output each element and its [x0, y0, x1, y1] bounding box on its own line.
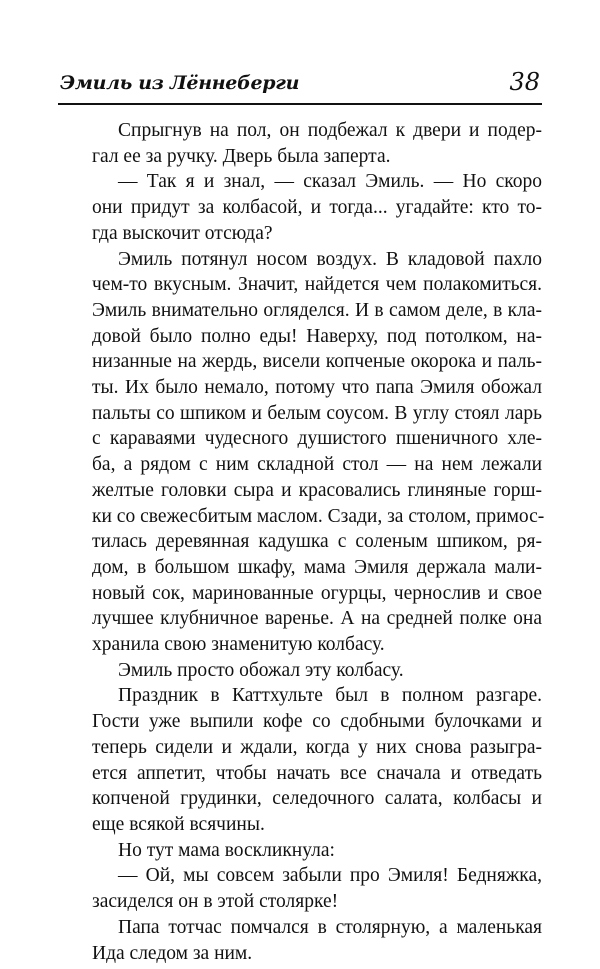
- paragraph: [92, 683, 542, 837]
- text-line: тилась деревянная кадушка с соленым шпиком, ря-: [92, 531, 542, 553]
- text-line: с караваями чудесного душистого пшеничного хле-: [92, 428, 542, 450]
- text-line: Эмиль потянул носом воздух. В кладовой пахло: [118, 248, 542, 270]
- paragraph: [92, 838, 542, 864]
- page-header: [58, 66, 542, 106]
- text-line: чем-то вкусным. Значит, найдется чем полакомиться.: [92, 274, 542, 296]
- text-line: Эмиль просто обожал эту колбасу.: [118, 659, 404, 681]
- paragraph: [92, 658, 542, 684]
- text-line: Ида следом за ним.: [92, 942, 253, 964]
- text-line: засиделся он в этой столярке!: [92, 891, 339, 913]
- text-line: хранила свою знаменитую колбасу.: [92, 634, 385, 656]
- text-line: Эмиль внимательно огляделся. И в самом деле, в кла-: [92, 299, 542, 321]
- text-line: Папа тотчас помчался в столярную, а маленькая: [118, 916, 542, 938]
- text-line: теперь сидели и ждали, когда у них снова разыгра-: [92, 736, 542, 758]
- running-title: Эмиль из Лённеберги: [60, 72, 300, 94]
- text-line: — Ой, мы совсем забыли про Эмиля! Бедняжка,: [118, 865, 542, 887]
- text-line: довой было полно еды! Наверху, под потолком, на-: [92, 325, 542, 347]
- text-line: ки со свежесбитым маслом. Сзади, за столом, примос-: [92, 505, 545, 527]
- paragraph: [92, 169, 542, 246]
- text-line: копченой грудинки, селедочного салата, колбасы и: [92, 788, 542, 810]
- text-line: новый сок, маринованные огурцы, чернослив и свое: [92, 582, 542, 604]
- text-line: дом, в большом шкафу, мама Эмиля держала мали-: [92, 556, 542, 578]
- header-rule: [58, 103, 542, 105]
- page-number: 38: [509, 68, 540, 96]
- text-line: они придут за колбасой, и тогда... угадайте: кто то-: [92, 197, 542, 219]
- text-line: ется аппетит, чтобы начать все сначала и отведать: [92, 762, 542, 784]
- text-line: Спрыгнув на пол, он подбежал к двери и подер-: [118, 120, 542, 141]
- text-line: Гости уже выпили кофе со сдобными булочками и: [92, 711, 542, 733]
- paragraph: [92, 118, 542, 169]
- page-text: [92, 118, 545, 966]
- text-line: — Так я и знал, — сказал Эмиль. — Но скоро: [118, 171, 542, 193]
- paragraph: [92, 247, 545, 658]
- text-line: низанные на жердь, висели копченые окорока и паль-: [92, 351, 542, 373]
- text-line: лучшее клубничное варенье. А на средней полке она: [92, 608, 542, 630]
- text-line: ба, а рядом с ним складной стол — на нем лежали: [92, 454, 542, 476]
- text-line: еще всякой всячины.: [92, 813, 265, 835]
- text-line: ты. Их было немало, потому что папа Эмиля обожал: [92, 377, 542, 399]
- text-line: Праздник в Каттхульте был в полном разгаре.: [118, 685, 542, 707]
- text-line: пальты со шпиком и белым соусом. В углу стоял ларь: [92, 402, 542, 424]
- text-line: Но тут мама воскликнула:: [118, 839, 335, 861]
- text-line: гал ее за ручку. Дверь была заперта.: [92, 145, 391, 167]
- paragraph: [92, 863, 542, 914]
- text-line: гда выскочит отсюда?: [92, 222, 273, 244]
- text-line: желтые головки сыра и красовались глиняные горш-: [92, 479, 542, 501]
- paragraph: [92, 915, 542, 966]
